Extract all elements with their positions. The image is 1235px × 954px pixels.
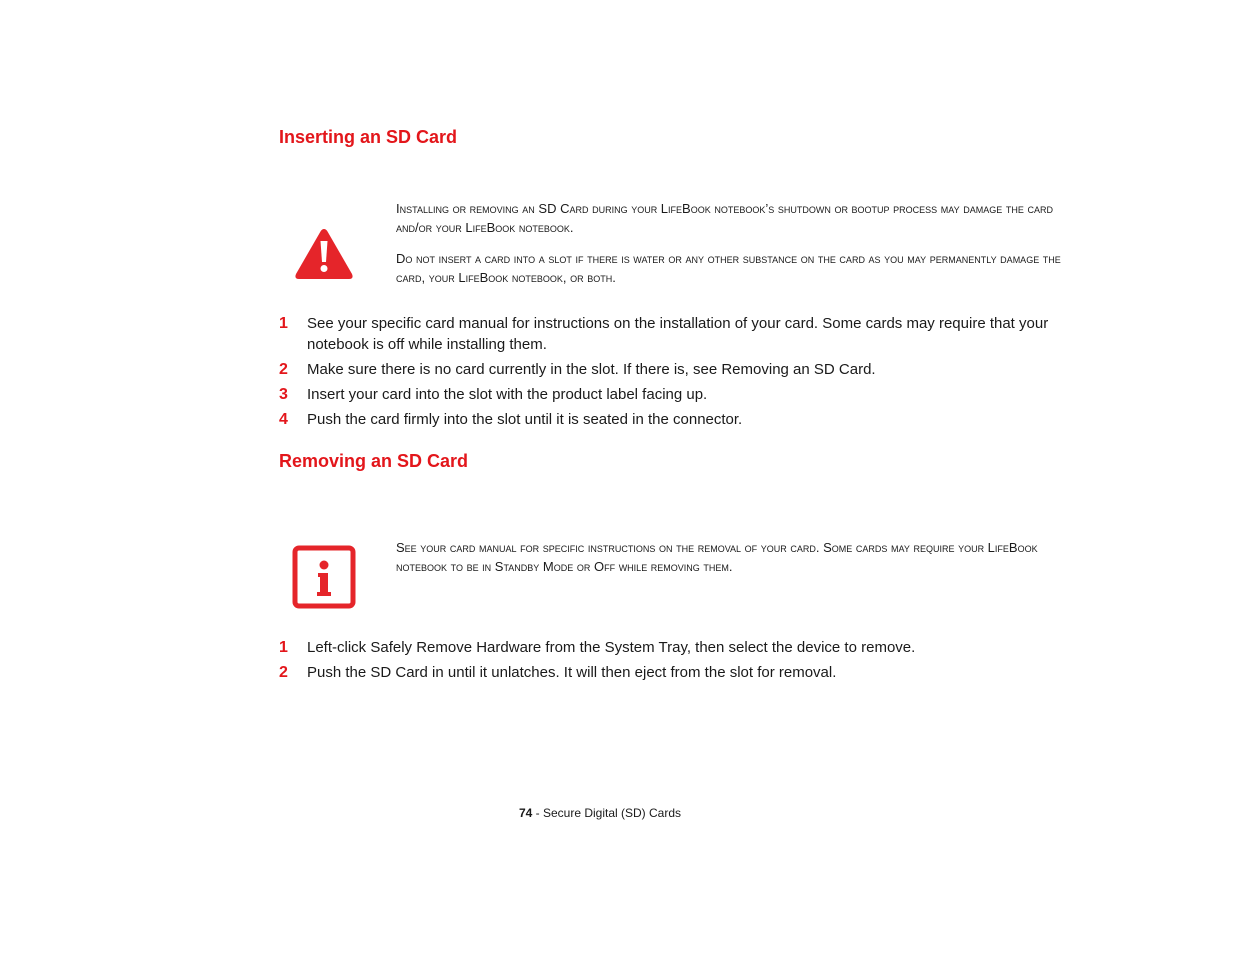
list-item — [279, 662, 1064, 683]
step-number: 2 — [279, 664, 288, 681]
info-icon — [292, 545, 356, 609]
remove-steps-list — [279, 637, 1064, 687]
section-heading-inserting: Inserting an SD Card — [279, 127, 458, 147]
page-footer — [0, 806, 1200, 820]
list-item — [279, 637, 1064, 658]
list-item — [279, 384, 1064, 405]
step-text: See your specific card manual for instructions on the installation of your card. Some cards may require that your notebook is off while installing them. — [307, 315, 1049, 353]
list-item — [279, 409, 1064, 430]
warning-paragraph-1: Installing or removing an SD Card during your LifeBook notebook’s shutdown or bootup process may damage the card and/or your LifeBook notebook. — [396, 201, 1053, 235]
info-paragraph-1: See your card manual for specific instructions on the removal of your card. Some cards may require your LifeBook notebook to be in Standby Mode or Off while removing them. — [396, 540, 1038, 574]
info-note — [396, 538, 1061, 576]
step-text: Push the card firmly into the slot until it is seated in the connector. — [307, 411, 743, 428]
footer-separator: - — [532, 806, 543, 820]
step-text: Make sure there is no card currently in the slot. If there is, see Removing an SD Card. — [307, 361, 876, 378]
step-number: 2 — [279, 361, 288, 378]
step-number: 3 — [279, 386, 288, 403]
step-text: Push the SD Card in until it unlatches. It will then eject from the slot for removal. — [307, 664, 837, 681]
list-item — [279, 359, 1064, 380]
page-number: 74 — [518, 806, 533, 820]
step-number: 1 — [279, 639, 288, 656]
footer-section-name: Secure Digital (SD) Cards — [542, 806, 682, 820]
list-item — [279, 313, 1064, 355]
step-number: 4 — [279, 411, 288, 428]
warning-paragraph-2: Do not insert a card into a slot if there is water or any other substance on the card as you may permanently damage the card, your LifeBook notebook, or both. — [396, 251, 1061, 285]
step-number: 1 — [279, 315, 288, 332]
step-text: Left-click Safely Remove Hardware from the System Tray, then select the device to remove. — [307, 639, 916, 656]
insert-steps-list — [279, 313, 1064, 434]
warning-icon — [293, 226, 355, 282]
section-heading-removing: Removing an SD Card — [279, 451, 469, 471]
step-text: Insert your card into the slot with the product label facing up. — [307, 386, 708, 403]
warning-note — [396, 199, 1061, 287]
